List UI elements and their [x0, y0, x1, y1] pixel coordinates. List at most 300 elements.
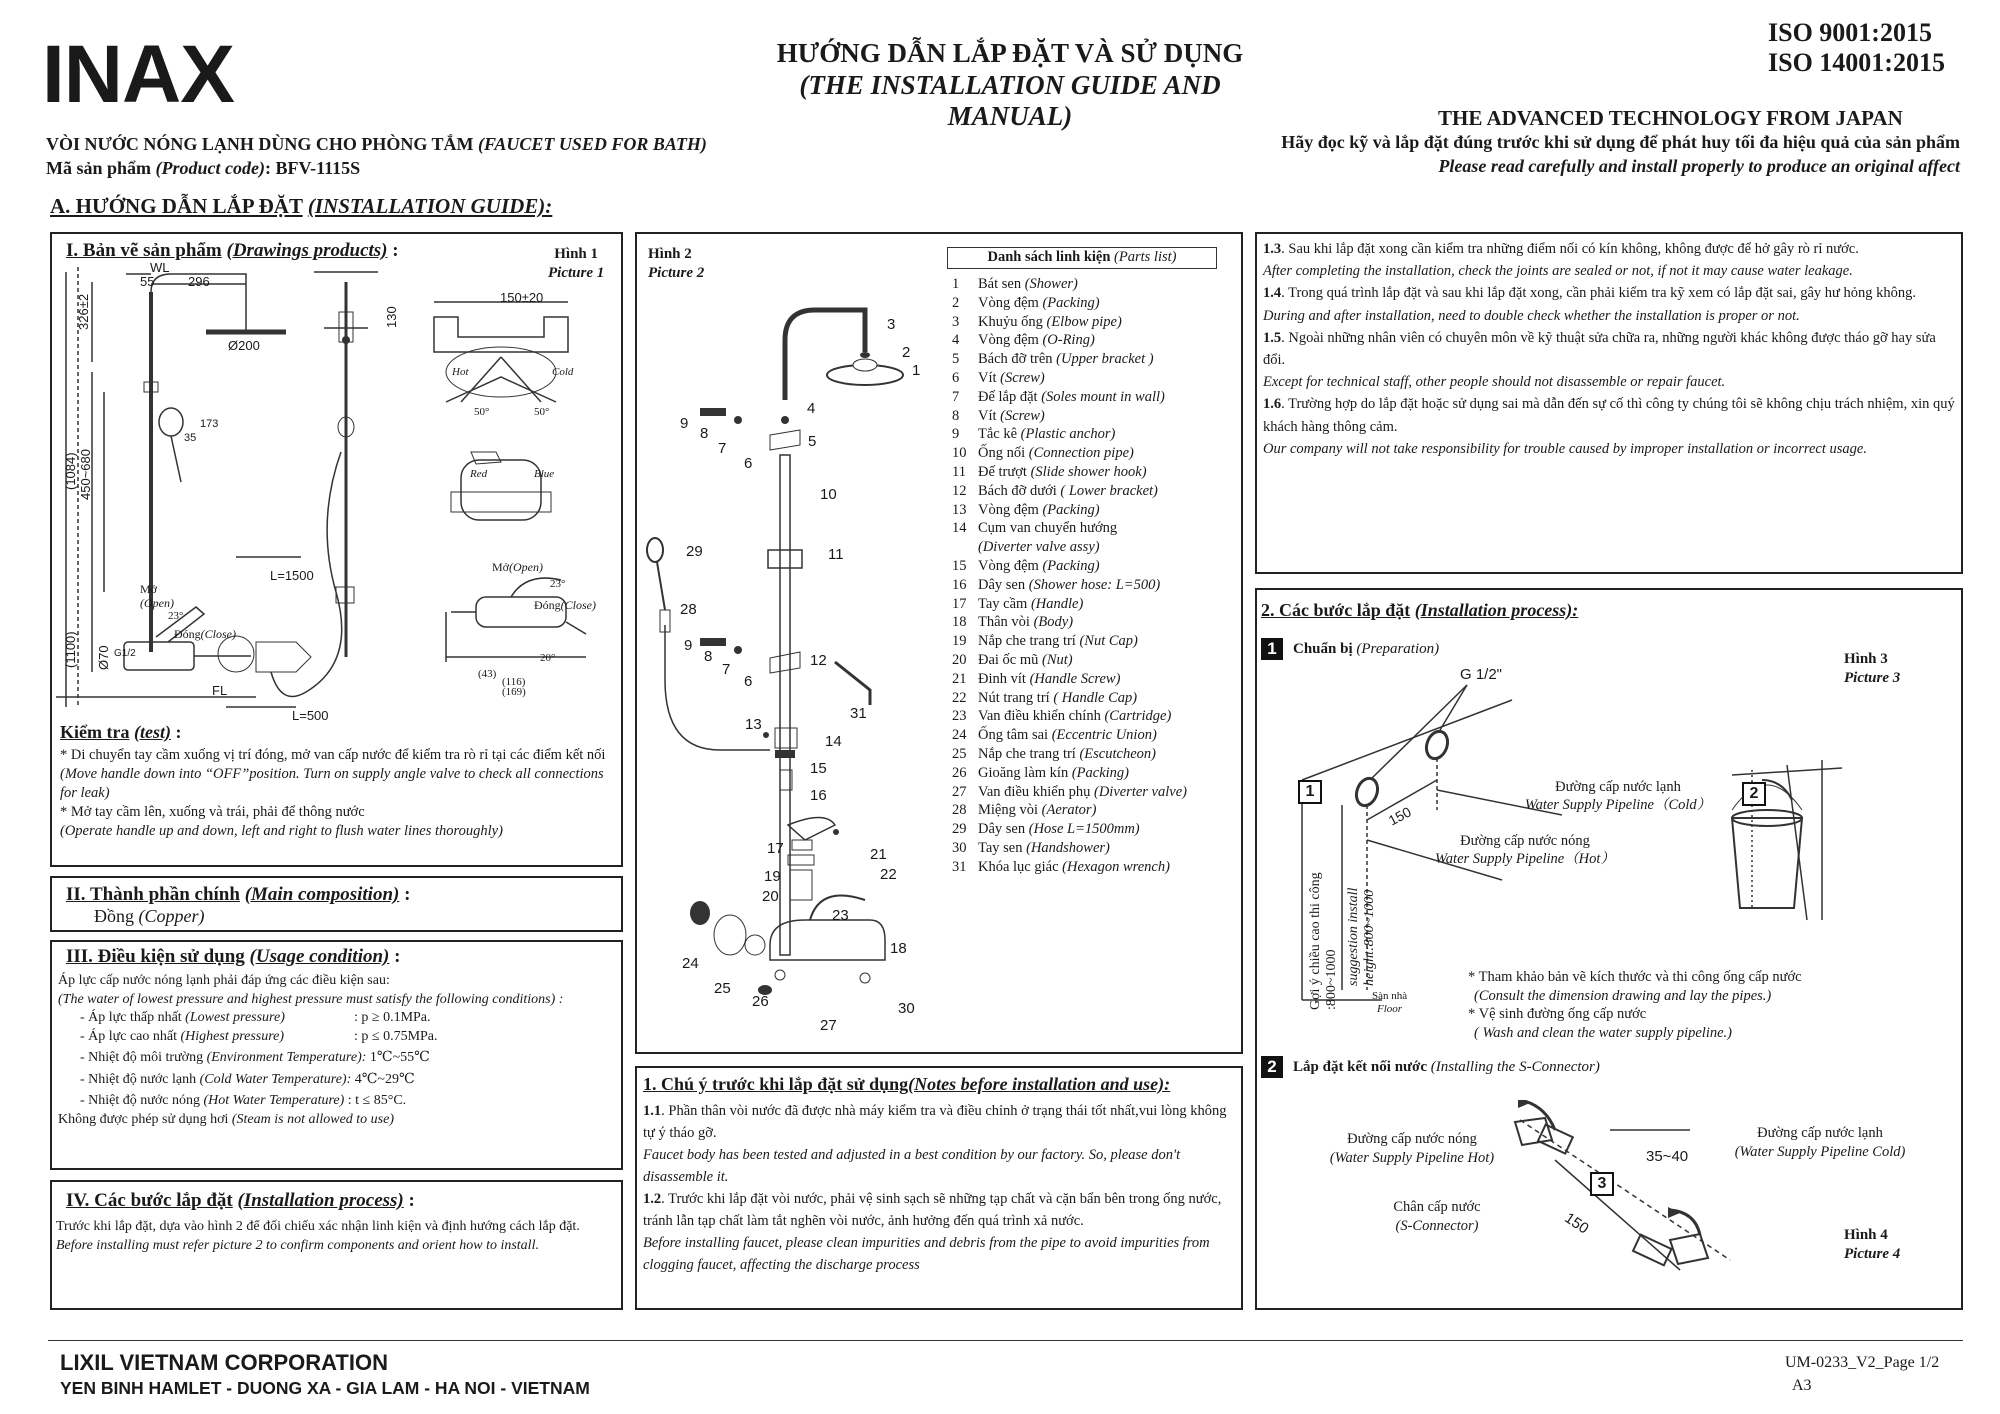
picture4-label	[1844, 1226, 1900, 1264]
part-number: 19	[952, 633, 967, 650]
callout-20: 20	[762, 888, 779, 905]
part-name	[978, 670, 1120, 689]
height-vi-1: Gợi ý chiều cao thi công	[1308, 872, 1323, 1010]
callout-28: 30	[898, 1000, 915, 1017]
part-name-en: (Handle)	[1030, 595, 1084, 612]
callout-8a: 8	[700, 425, 709, 442]
install-steps-title	[66, 1190, 415, 1212]
note-1-6	[1263, 393, 1957, 437]
note-1-1-num: 1.1	[643, 1103, 662, 1119]
part-name	[978, 783, 1187, 802]
hot-pipe-label	[1410, 832, 1640, 868]
composition-value-en: (Copper)	[138, 906, 205, 926]
part-name-vi: Ống tâm sai	[978, 727, 1049, 744]
note-1-5	[1263, 327, 1957, 371]
parts-list-item	[952, 839, 1232, 858]
usage-title-vi: III. Điều kiện sử dụng	[66, 946, 245, 967]
label-close-front	[174, 627, 236, 642]
dim-169: (169)	[502, 686, 526, 698]
part-name-vi: Đế trượt	[978, 463, 1027, 480]
part-number: 17	[952, 595, 967, 612]
part-name	[978, 820, 1140, 839]
parts-list-item	[952, 670, 1232, 689]
part-name-vi: Ống nối	[978, 445, 1026, 462]
part-number: 3	[952, 313, 960, 330]
composition-value-vi: Đồng	[94, 906, 134, 926]
callout-7a: 7	[718, 440, 727, 457]
footer-doc-code: UM-0233_V2_Page 1/2	[1785, 1354, 1940, 1371]
parts-list-item	[952, 764, 1232, 783]
part-name-en: (Shower hose: L=500)	[1028, 576, 1161, 593]
product-code-label-en: (Product code)	[155, 158, 265, 178]
part-name-vi: Đinh vít	[978, 670, 1026, 687]
part-number: 8	[952, 407, 960, 424]
part-name-vi: Tay cầm	[978, 595, 1028, 612]
callout-11: 11	[828, 546, 844, 563]
part-name	[978, 689, 1137, 708]
callout-15: 15	[810, 760, 827, 777]
picture1-vi: Hình 1	[554, 246, 599, 262]
angle-23-front: 23°	[168, 610, 184, 622]
hot2-vi: Đường cấp nước nóng	[1347, 1131, 1477, 1147]
height-label-en	[1346, 888, 1378, 986]
hot2-en: (Water Supply Pipeline Hot)	[1329, 1150, 1495, 1166]
env-en: (Environment Temperature):	[206, 1050, 367, 1065]
callout-4: 4	[807, 400, 816, 417]
parts-list-item	[952, 632, 1232, 651]
product-code	[46, 158, 360, 179]
step2-en: (Installing the S-Connector)	[1430, 1059, 1600, 1075]
product-name-vi: VÒI NƯỚC NÓNG LẠNH DÙNG CHO PHÒNG TẮM	[46, 134, 474, 154]
part-name	[978, 858, 1170, 877]
part-number: 12	[952, 482, 967, 499]
label-open-front-en: (Open)	[140, 596, 174, 610]
part-number: 5	[952, 351, 960, 368]
height-label-vi	[1308, 872, 1340, 1010]
picture4-vi: Hình 4	[1844, 1227, 1888, 1243]
part-name-en: (Slide shower hook)	[1030, 463, 1147, 480]
part-name	[978, 482, 1158, 501]
callout-9a: 9	[680, 415, 689, 432]
step1-vi: Chuẩn bị	[1293, 641, 1353, 657]
drawings-title-vi: I. Bản vẽ sản phẩm	[66, 240, 222, 261]
cold-pipe-en: Water Supply Pipeline（Cold）	[1524, 797, 1712, 813]
part-number: 20	[952, 651, 967, 668]
dim-43: (43)	[478, 668, 497, 680]
step1-badge: 1	[1261, 638, 1283, 660]
part-name	[978, 275, 1078, 294]
product-dimension-drawing	[56, 262, 616, 722]
part-name-en: (Soles mount in wall)	[1041, 388, 1165, 405]
dim-150-20: 150±20	[500, 290, 544, 305]
note-1-1-vi: . Phần thân vòi nước đã được nhà máy kiểm tra và điều chỉnh ở trạng thái tốt nhất,vui lòng không tự ý tháo gỡ.	[643, 1103, 1227, 1141]
part-name-vi: Vít	[978, 369, 997, 386]
parts-list-item	[952, 482, 1232, 501]
install-steps-colon: :	[403, 1190, 415, 1211]
drawings-title-en: (Drawings products)	[226, 240, 388, 261]
usage-intro-en: (The water of lowest pressure and highest pressure must satisfy the following conditions) :	[58, 991, 564, 1007]
install-steps-title-en: (Installation process)	[237, 1190, 404, 1211]
part-number: 21	[952, 670, 967, 687]
hp-value: : p ≤ 0.75MPa.	[354, 1028, 438, 1044]
install-steps-en: Before installing must refer picture 2 to confirm components and orient how to install.	[56, 1237, 539, 1253]
part-number: 27	[952, 783, 967, 800]
part-name-vi: Dây sen	[978, 576, 1026, 593]
usage-text	[58, 972, 614, 1129]
footer-divider	[48, 1340, 1963, 1341]
cold-connector-label	[1710, 1124, 1930, 1162]
dim-wl: WL	[150, 260, 170, 275]
part-name-en: (Packing)	[1042, 294, 1100, 311]
callout-19: 19	[764, 868, 781, 885]
picture1-en: Picture 1	[548, 265, 605, 281]
test-instructions	[60, 746, 620, 841]
parts-list-item	[952, 613, 1232, 632]
hot-value: : t ≤ 85°C.	[344, 1093, 407, 1108]
lp-value: : p ≥ 0.1MPa.	[354, 1010, 431, 1025]
parts-list-item	[952, 595, 1232, 614]
section-a-title-vi: A. HƯỚNG DẪN LẮP ĐẶT	[50, 194, 303, 218]
step1-en: (Preparation)	[1356, 641, 1440, 657]
parts-list-item	[952, 463, 1232, 482]
test-title	[60, 722, 181, 743]
env-vi: - Nhiệt độ môi trường	[80, 1050, 204, 1065]
part-name	[978, 839, 1110, 858]
lp-vi: - Áp lực thấp nhất	[80, 1010, 182, 1025]
composition-value	[94, 906, 205, 927]
part-name	[978, 463, 1147, 482]
test-title-en: (test)	[133, 722, 171, 742]
part-name-vi: Vít	[978, 407, 997, 424]
part-number: 7	[952, 388, 960, 405]
part-name-vi: Nắp che trang trí	[978, 633, 1076, 650]
part-name-en: (Diverter valve)	[1093, 783, 1187, 800]
product-name	[46, 134, 707, 155]
cold-pipe-vi: Đường cấp nước lạnh	[1555, 779, 1681, 795]
note-1-3-en: After completing the installation, check the joints are sealed or not, if not it may cause water leakage.	[1263, 263, 1853, 280]
part-name-en: (Shower)	[1024, 276, 1078, 292]
part-name-vi: Bát sen	[978, 276, 1022, 292]
part-number: 29	[952, 821, 967, 838]
test2-vi: * Mở tay cầm lên, xuống và trái, phải để thông nước	[60, 804, 365, 820]
callout-18: 18	[890, 940, 907, 957]
conn-en: (S-Connector)	[1395, 1218, 1479, 1234]
label-open-side	[492, 560, 543, 575]
parts-list-item	[952, 369, 1232, 388]
note-1-6-en: Our company will not take responsibility for trouble caused by improper installation or incorrect usage.	[1263, 440, 1867, 457]
ref2-vi: * Vệ sinh đường ống cấp nước	[1468, 1006, 1647, 1022]
part-number: 23	[952, 708, 967, 725]
label-blue: Blue	[534, 468, 555, 480]
part-number: 15	[952, 557, 967, 574]
note-1-5-num: 1.5	[1263, 329, 1282, 346]
part-name-en: (Hose L=1500mm)	[1028, 821, 1140, 838]
part-number: 9	[952, 426, 960, 443]
dim-fl: FL	[212, 683, 228, 698]
footer-address: YEN BINH HAMLET - DUONG XA - GIA LAM - HA NOI - VIETNAM	[60, 1378, 590, 1398]
height-vi-2: :800~1000	[1324, 949, 1339, 1010]
prep-notes	[1468, 968, 1802, 1042]
picture3-en: Picture 3	[1844, 670, 1901, 686]
parts-list-item	[952, 707, 1232, 726]
part-name-en: (Handle Screw)	[1029, 670, 1121, 687]
parts-list-item	[952, 331, 1232, 350]
label-close-vi: Đóng	[534, 598, 561, 612]
callout-27: 27	[820, 1017, 837, 1034]
callout-23: 23	[832, 907, 849, 924]
callout-14: 14	[825, 733, 842, 750]
picture4-en: Picture 4	[1844, 1246, 1901, 1262]
env-value: 1℃~55℃	[366, 1050, 430, 1065]
label-open-front-vi: Mở	[140, 582, 158, 596]
doc-title-en: (THE INSTALLATION GUIDE AND MANUAL)	[799, 70, 1221, 131]
part-name-vi: Miệng vòi	[978, 802, 1039, 819]
composition-title	[66, 884, 410, 906]
picture3-vi: Hình 3	[1844, 651, 1888, 667]
part-name-vi: Vòng đệm	[978, 501, 1039, 518]
note-1-4-en: During and after installation, need to double check whether the installation is proper or not.	[1263, 307, 1800, 324]
note-1-1-en: Faucet body has been tested and adjusted in a best condition by our factory. So, please don't disassemble it.	[643, 1147, 1181, 1185]
picture2-label	[648, 245, 704, 283]
part-name	[978, 331, 1095, 350]
part-name-en: (Upper bracket )	[1056, 351, 1154, 368]
process-title	[1261, 600, 1578, 621]
step2-badge: 2	[1261, 1056, 1283, 1078]
part-name-vi: Đai ốc mũ	[978, 651, 1039, 668]
part-number: 14	[952, 520, 967, 537]
parts-list-item	[952, 350, 1232, 369]
parts-list-item	[952, 651, 1232, 670]
part-name	[978, 388, 1165, 407]
angle-20-side: 20°	[540, 652, 556, 664]
height-en-1: suggestion install	[1346, 887, 1361, 986]
angle-23-side: 23°	[550, 578, 566, 590]
conn-vi: Chân cấp nước	[1393, 1199, 1481, 1215]
part-name-vi: Dây sen	[978, 821, 1026, 838]
part-name	[978, 613, 1073, 632]
test-title-vi: Kiểm tra	[60, 722, 130, 742]
dim-g12: G1/2	[114, 648, 136, 659]
part-name-en: (Cartridge)	[1104, 708, 1172, 725]
callout-2: 2	[902, 344, 911, 361]
process-title-en: (Installation process):	[1414, 600, 1579, 620]
part-name-en: ( Handle Cap)	[1053, 689, 1138, 706]
iso-14001: ISO 14001:2015	[1768, 48, 1945, 77]
note-1-3-vi: . Sau khi lắp đặt xong cần kiểm tra những điểm nối có kín không, không được để hở gây rò rỉ nước.	[1281, 241, 1859, 257]
part-name	[978, 576, 1160, 595]
callout-17: 17	[767, 840, 784, 857]
hp-vi: - Áp lực cao nhất	[80, 1028, 177, 1044]
part-name-en: (Escutcheon)	[1079, 745, 1156, 762]
parts-list-title-box	[947, 247, 1217, 269]
step1-title	[1293, 641, 1439, 658]
composition-colon: :	[399, 884, 411, 905]
hot-vi: - Nhiệt độ nước nóng	[80, 1093, 200, 1108]
callout-7b: 7	[722, 661, 731, 678]
note-1-4	[1263, 282, 1957, 304]
parts-list-item	[952, 783, 1232, 802]
part-name	[978, 595, 1083, 614]
part-number: 30	[952, 839, 967, 856]
hp-en: (Highest pressure)	[180, 1028, 285, 1044]
part-name-vi: Vòng đệm	[978, 294, 1039, 311]
process-title-vi: 2. Các bước lắp đặt	[1261, 600, 1411, 620]
callout-31: 31	[850, 705, 867, 722]
part-number: 16	[952, 576, 967, 593]
part-number: 18	[952, 614, 967, 631]
parts-list-item	[952, 294, 1232, 313]
floor-label	[1372, 990, 1407, 1016]
part-name	[978, 350, 1154, 369]
cold2-en: (Water Supply Pipeline Cold)	[1734, 1144, 1906, 1160]
label-open-vi: Mở	[492, 560, 510, 574]
part-name	[978, 369, 1045, 388]
part-name-vi: Van điều khiển phụ	[978, 783, 1091, 800]
part-name	[978, 745, 1156, 764]
part-name-vi: Tắc kê	[978, 426, 1018, 443]
label-close-side	[534, 598, 596, 613]
hot-pipe-vi: Đường cấp nước nóng	[1460, 833, 1590, 849]
cold-vi: - Nhiệt độ nước lạnh	[80, 1071, 197, 1087]
part-name-en: (Packing)	[1071, 764, 1130, 781]
usage-title	[66, 946, 400, 968]
parts-list-item	[952, 538, 1232, 557]
part-number: 24	[952, 727, 967, 744]
part-name-en: (Hexagon wrench)	[1062, 858, 1170, 875]
callout-30: 29	[686, 543, 703, 560]
part-name	[978, 519, 1117, 538]
notes-title-vi: 1. Chú ý trước khi lắp đặt sử dụng	[643, 1074, 909, 1094]
parts-list	[952, 275, 1232, 877]
dim-450: 450~680	[78, 449, 93, 500]
parts-list-item	[952, 501, 1232, 520]
part-name-vi: Đế lắp đặt	[978, 388, 1038, 405]
usage-row-lowest	[58, 1009, 614, 1028]
install-steps-vi: Trước khi lắp đặt, dựa vào hình 2 để đối chiếu xác nhận linh kiện và định hướng cách lắp đặt.	[56, 1219, 580, 1234]
dim-l1500: L=1500	[270, 568, 314, 583]
part-name-vi: Thân vòi	[978, 614, 1030, 631]
test-title-colon: :	[170, 722, 182, 742]
ref2-en: ( Wash and clean the water supply pipeline.)	[1474, 1024, 1733, 1041]
notes-title-en: (Notes before installation and use):	[908, 1074, 1171, 1094]
part-name-en: (Packing)	[1042, 501, 1100, 518]
note-1-4-vi: . Trong quá trình lắp đặt và sau khi lắp đặt xong, cần phải kiểm tra kỹ xem có lắp đặt sai, gây hư hỏng không.	[1281, 285, 1916, 302]
usage-steam	[58, 1111, 614, 1130]
part-number: 26	[952, 764, 967, 781]
part-name-en: (Handshower)	[1026, 839, 1110, 856]
callout-21: 21	[870, 846, 887, 863]
note-1-1	[643, 1100, 1235, 1144]
dim-l500: L=500	[292, 708, 329, 723]
part-number: 25	[952, 745, 967, 762]
cold-en: (Cold Water Temperature):	[199, 1071, 352, 1087]
part-name-en: (Aerator)	[1041, 802, 1097, 819]
footer-company: LIXIL VIETNAM CORPORATION	[60, 1350, 388, 1375]
note-1-6-vi: . Trường hợp do lắp đặt hoặc sử dụng sai mà dẫn đến sự cố thì công ty chúng tôi sẽ không chịu trách nhiệm, xin quý khách hàng thông cảm.	[1263, 396, 1955, 435]
part-name-vi: Nút trang trí	[978, 689, 1050, 706]
composition-title-vi: II. Thành phần chính	[66, 884, 240, 905]
parts-list-item	[952, 388, 1232, 407]
callout-26: 26	[752, 993, 769, 1010]
dim-200: Ø200	[228, 338, 260, 353]
note-1-3	[1263, 238, 1957, 260]
usage-row-hot	[58, 1092, 614, 1111]
install-steps-text	[56, 1218, 612, 1255]
part-name	[978, 557, 1100, 576]
callout-12: 12	[810, 652, 827, 669]
dim-130: 130	[384, 306, 399, 328]
part-name-en: (Screw)	[1000, 407, 1045, 424]
part-name-vi: Vòng đệm	[978, 332, 1039, 349]
usage-intro-vi: Áp lực cấp nước nóng lạnh phải đáp ứng các điều kiện sau:	[58, 973, 390, 988]
part-number: 28	[952, 802, 967, 819]
section-a-title-en: (INSTALLATION GUIDE):	[307, 194, 553, 218]
angle-50-left: 50°	[474, 406, 490, 418]
part-name-en: (Plastic anchor)	[1020, 426, 1116, 443]
part-name-en: (Screw)	[1000, 369, 1045, 386]
test1-en: (Move handle down into “OFF”position. Turn on supply angle valve to check all connections for leak)	[60, 766, 604, 801]
pipe-badge-1: 1	[1298, 780, 1322, 804]
callout-24: 24	[682, 955, 699, 972]
part-name-en: (Diverter valve assy)	[978, 539, 1100, 556]
height-en-2: height:800~1000	[1362, 889, 1377, 986]
notes-title	[643, 1074, 1170, 1095]
part-name-vi: Gioăng làm kín	[978, 764, 1069, 781]
callout-29: 28	[680, 601, 697, 618]
part-number: 13	[952, 501, 967, 518]
drawings-title	[66, 240, 399, 262]
note-1-2	[643, 1188, 1235, 1232]
note-1-3-num: 1.3	[1263, 241, 1282, 257]
part-name	[978, 313, 1122, 332]
g12-label: G 1/2"	[1460, 666, 1503, 683]
usage-title-en: (Usage condition)	[249, 946, 390, 967]
part-number	[952, 538, 978, 557]
part-name-vi: Bách đỡ dưới	[978, 482, 1057, 499]
part-name	[978, 632, 1138, 651]
callout-25: 25	[714, 980, 731, 997]
part-number: 11	[952, 463, 966, 480]
part-name-vi: Khóa lục giác	[978, 858, 1059, 875]
notes-body	[643, 1100, 1235, 1276]
angle-50-right: 50°	[534, 406, 550, 418]
hot-connector-label	[1302, 1130, 1522, 1168]
parts-list-item	[952, 444, 1232, 463]
part-name-en: (Nut)	[1042, 651, 1073, 668]
callout-6b: 6	[744, 673, 753, 690]
dim-296: 296	[188, 274, 210, 289]
part-name-vi: Tay sen	[978, 839, 1023, 856]
picture2-vi: Hình 2	[648, 246, 692, 262]
read-notice-vi: Hãy đọc kỹ và lắp đặt đúng trước khi sử dụng để phát huy tối đa hiệu quả của sản phẩm	[1281, 132, 1960, 152]
part-name	[978, 501, 1100, 520]
parts-list-item	[952, 745, 1232, 764]
pipe-badge-2: 2	[1742, 782, 1766, 806]
parts-list-item	[952, 858, 1232, 877]
note-1-2-vi: . Trước khi lắp đặt vòi nước, phải vệ sinh sạch sẽ những tạp chất và cặn bẩn bên trong ống nước, tránh lẫn tạp chất làm tắt nghẽn vòi nước, ảnh hưởng đến quá trình xả nước.	[643, 1191, 1222, 1229]
part-number: 4	[952, 332, 960, 349]
product-name-en: (FAUCET USED FOR BATH)	[478, 134, 707, 154]
callout-6a: 6	[744, 455, 753, 472]
part-name-en: (Nut Cap)	[1079, 633, 1138, 650]
composition-title-en: (Main composition)	[244, 884, 400, 905]
parts-list-item	[952, 313, 1232, 332]
floor-vi: Sàn nhà	[1372, 990, 1408, 1002]
dim-1100: (1100)	[63, 631, 78, 668]
parts-list-item	[952, 576, 1232, 595]
dim-173: 173	[200, 418, 219, 430]
exploded-view-drawing	[640, 280, 950, 1040]
